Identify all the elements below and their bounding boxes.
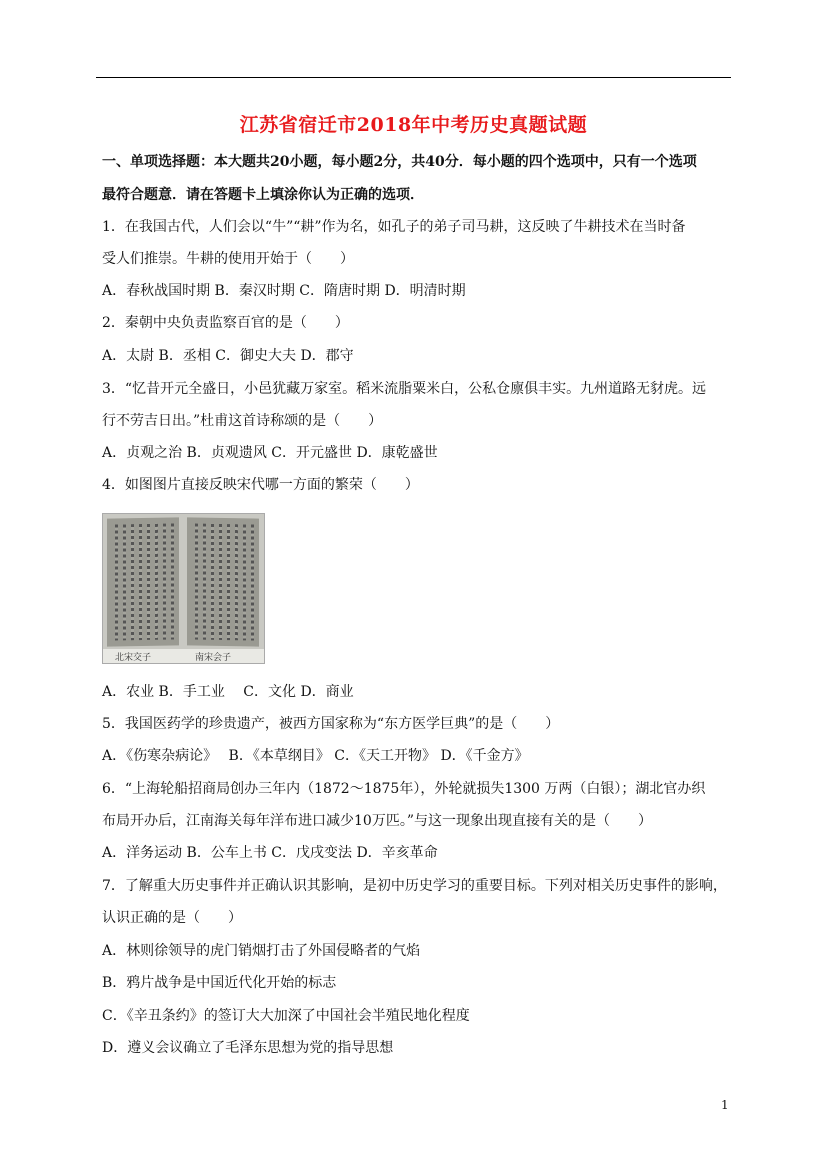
q7-option-c: C．《辛丑条约》的签订大大加深了中国社会半殖民地化程度	[102, 1008, 470, 1024]
q7-stem-line-2: 认识正确的是（ ）	[102, 910, 242, 926]
q3-stem-line-1: 3．“忆昔开元全盛日，小邑犹藏万家室。稻米流脂粟米白，公私仓廪俱丰实。九州道路无豺虎。远	[102, 381, 707, 397]
q4-options: A．农业 B．手工业 C．文化 D．商业	[102, 684, 354, 700]
q7-stem-line-1: 7．了解重大历史事件并正确认识其影响，是初中历史学习的重要目标。下列对相关历史事件的影响，	[102, 878, 727, 894]
image-caption-bar	[103, 649, 264, 663]
q6-stem-line-1: 6．“上海轮船招商局创办三年内（1872～1875年），外轮就损失1300 万两（白银）；湖北官办织	[102, 781, 706, 797]
q1-stem-line-2: 受人们推崇。牛耕的使用开始于（ ）	[102, 251, 354, 267]
q1-stem-line-1: 1．在我国古代，人们会以“牛”“耕”作为名，如孔子的弟子司马耕，这反映了牛耕技术在当时备	[102, 219, 686, 235]
huizi-banknote-image	[187, 517, 259, 646]
song-paper-money-image	[102, 513, 265, 664]
jiaozi-banknote-image	[107, 517, 179, 646]
q2-options: A．太尉 B．丞相 C．御史大夫 D．郡守	[102, 348, 354, 364]
q6-stem-line-2: 布局开办后，江南海关每年洋布进口减少10万匹。”与这一现象出现直接有关的是（ ）	[102, 813, 652, 829]
q5-stem: 5．我国医药学的珍贵遗产，被西方国家称为“东方医学巨典”的是（ ）	[102, 716, 560, 732]
page-number: 1	[721, 1098, 729, 1112]
q7-option-d: D．遵义会议确立了毛泽东思想为党的指导思想	[102, 1040, 394, 1056]
q4-stem: 4．如图图片直接反映宋代哪一方面的繁荣（ ）	[102, 477, 419, 493]
q2-stem: 2．秦朝中央负责监察百官的是（ ）	[102, 315, 349, 331]
header-rule	[96, 77, 731, 78]
q7-option-a: A．林则徐领导的虎门销烟打击了外国侵略者的气焰	[102, 943, 421, 959]
caption-right: 南宋会子	[195, 653, 232, 663]
q5-options: A．《伤寒杂病论》 B．《本草纲目》 C．《天工开物》 D．《千金方》	[102, 748, 529, 764]
q6-options: A．洋务运动 B．公车上书 C．戊戌变法 D．辛亥革命	[102, 845, 438, 861]
caption-left: 北宋交子	[115, 653, 152, 663]
section-instructions-line-2: 最符合题意．请在答题卡上填涂你认为正确的选项．	[102, 187, 424, 203]
q7-option-b: B．鸦片战争是中国近代化开始的标志	[102, 975, 337, 991]
q3-stem-line-2: 行不劳吉日出。”杜甫这首诗称颂的是（ ）	[102, 413, 383, 429]
q3-options: A．贞观之治 B．贞观遗风 C．开元盛世 D．康乾盛世	[102, 445, 438, 461]
q1-options: A．春秋战国时期 B．秦汉时期 C．隋唐时期 D．明清时期	[102, 283, 466, 299]
section-instructions-line-1: 一、单项选择题：本大题共20小题，每小题2分，共40分．每小题的四个选项中，只有一个选项	[102, 154, 697, 170]
page-title: 江苏省宿迁市2018年中考历史真题试题	[239, 114, 588, 136]
